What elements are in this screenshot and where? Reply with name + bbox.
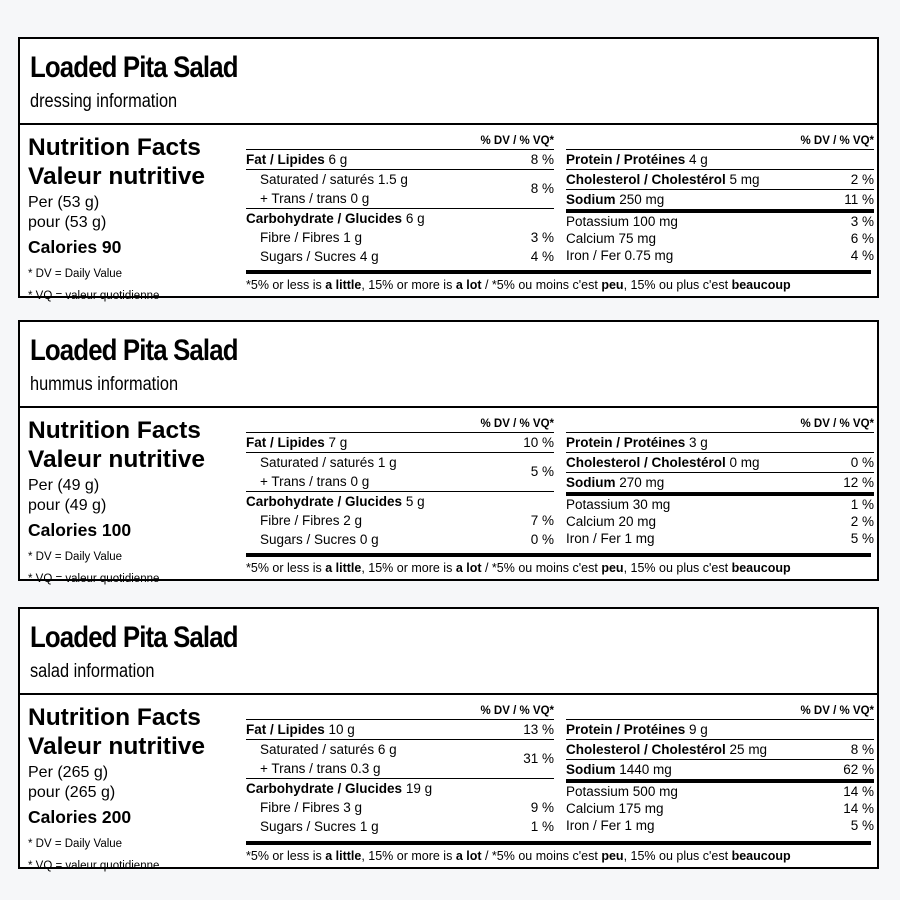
nutrition-facts-heading-block: [28, 416, 248, 585]
sodium-dv: 62 %: [843, 762, 874, 777]
vq-note: * VQ = valeur quotidienne: [28, 573, 160, 585]
calcium-row: Calcium 20 mg 2 %: [566, 514, 874, 529]
nutrition-facts-heading-block: [28, 133, 248, 302]
fibre-dv: 7 %: [530, 513, 554, 528]
fat-row: [246, 150, 554, 170]
fibre-row: Fibre / Fibres 3 g 9 %: [260, 800, 554, 815]
fat-value: 6 g: [328, 152, 348, 167]
cholesterol-dv: 2 %: [850, 172, 874, 187]
iron-dv: 5 %: [850, 531, 874, 546]
label-header: [20, 39, 877, 125]
calories: Calories 200: [28, 807, 132, 827]
protein-label: Protein / Protéines: [566, 435, 686, 450]
carb-label: Carbohydrate / Glucides: [246, 494, 403, 509]
calcium-row: Calcium 75 mg 6 %: [566, 231, 874, 246]
dv-footnote: *5% or less is a little, 15% or more is a lot / *5% ou moins c'est peu, 15% ou plus c'est beaucoup: [246, 553, 871, 577]
trans-line: + Trans / trans 0 g: [260, 474, 370, 489]
sodium-dv: 12 %: [843, 475, 874, 490]
protein-row: [566, 720, 874, 740]
serving-size: Per (49 g): [28, 477, 100, 494]
nutrition-label-salad: [18, 607, 879, 872]
title-en: Nutrition Facts: [28, 134, 201, 161]
sugars-dv: 4 %: [530, 249, 554, 264]
trans-line: + Trans / trans 0 g: [260, 191, 370, 206]
nutrition-label-hummus: [18, 320, 879, 585]
saturated-line: Saturated / saturés 6 g: [260, 742, 397, 757]
calories: Calories 100: [28, 520, 132, 540]
fibre-dv: 9 %: [530, 800, 554, 815]
serving-size-fr: pour (53 g): [28, 214, 107, 231]
carb-label: Carbohydrate / Glucides: [246, 781, 403, 796]
dv-header: % DV / % VQ*: [246, 418, 554, 433]
sugars-dv: 0 %: [530, 532, 554, 547]
protein-label: Protein / Protéines: [566, 722, 686, 737]
nutrient-column-left: [246, 135, 554, 266]
iron-row: Iron / Fer 1 mg 5 %: [566, 818, 874, 833]
trans-line: + Trans / trans 0.3 g: [260, 761, 381, 776]
saturated-trans-row: [246, 170, 554, 209]
dv-note: * DV = Daily Value: [28, 838, 123, 850]
iron-dv: 5 %: [850, 818, 874, 833]
calcium-dv: 14 %: [843, 801, 874, 816]
product-subtitle: hummus information: [30, 374, 179, 395]
nutrition-label-dressing: [18, 37, 879, 302]
calcium-row: Calcium 175 mg 14 %: [566, 801, 874, 816]
title-fr: Valeur nutritive: [28, 733, 206, 760]
label-header: [20, 609, 877, 695]
sugars-row: Sugars / Sucres 1 g 1 %: [260, 819, 554, 834]
saturated-dv: 8 %: [530, 181, 554, 196]
carb-row: [246, 779, 554, 798]
calories: Calories 90: [28, 237, 122, 257]
fibre-row: Fibre / Fibres 2 g 7 %: [260, 513, 554, 528]
fat-value: 10 g: [328, 722, 355, 737]
nutrient-column-right: [566, 418, 874, 547]
fat-label: Fat / Lipides: [246, 722, 325, 737]
nutrient-column-right: [566, 135, 874, 264]
fat-dv: 13 %: [523, 722, 554, 737]
cholesterol-dv: 0 %: [850, 455, 874, 470]
fibre-dv: 3 %: [530, 230, 554, 245]
vq-note: * VQ = valeur quotidienne: [28, 290, 160, 302]
saturated-trans-row: [246, 453, 554, 492]
saturated-line: Saturated / saturés 1 g: [260, 455, 397, 470]
title-fr: Valeur nutritive: [28, 446, 206, 473]
serving-size: Per (53 g): [28, 194, 100, 211]
saturated-dv: 5 %: [530, 464, 554, 479]
sugars-dv: 1 %: [530, 819, 554, 834]
serving-size-fr: pour (265 g): [28, 784, 116, 801]
dv-footnote: *5% or less is a little, 15% or more is a lot / *5% ou moins c'est peu, 15% ou plus c'est beaucoup: [246, 270, 871, 294]
title-en: Nutrition Facts: [28, 704, 201, 731]
carb-row: [246, 209, 554, 228]
cholesterol-dv: 8 %: [850, 742, 874, 757]
potassium-dv: 3 %: [850, 214, 874, 229]
serving-size: Per (265 g): [28, 764, 109, 781]
iron-dv: 4 %: [850, 248, 874, 263]
product-subtitle: dressing information: [30, 91, 178, 112]
carb-label: Carbohydrate / Glucides: [246, 211, 403, 226]
product-name: Loaded Pita Salad: [30, 334, 238, 367]
vq-note: * VQ = valeur quotidienne: [28, 860, 160, 872]
iron-row: Iron / Fer 1 mg 5 %: [566, 531, 874, 546]
potassium-row: Potassium 30 mg 1 %: [566, 497, 874, 512]
dv-header: % DV / % VQ*: [246, 705, 554, 720]
potassium-dv: 1 %: [850, 497, 874, 512]
nutrient-column-left: [246, 418, 554, 549]
nutrient-column-right: [566, 705, 874, 834]
sodium-dv: 11 %: [844, 192, 874, 207]
protein-value: 9 g: [689, 722, 708, 737]
potassium-dv: 14 %: [843, 784, 874, 799]
fat-dv: 8 %: [530, 152, 554, 167]
iron-row: Iron / Fer 0.75 mg 4 %: [566, 248, 874, 263]
protein-label: Protein / Protéines: [566, 152, 686, 167]
carb-value: 5 g: [405, 494, 425, 509]
saturated-dv: 31 %: [523, 751, 554, 766]
fat-label: Fat / Lipides: [246, 435, 325, 450]
title-en: Nutrition Facts: [28, 417, 201, 444]
sugars-row: Sugars / Sucres 4 g 4 %: [260, 249, 554, 264]
label-header: [20, 322, 877, 408]
calcium-dv: 2 %: [850, 514, 874, 529]
carb-value: 6 g: [405, 211, 425, 226]
carb-value: 19 g: [405, 781, 433, 796]
protein-row: [566, 433, 874, 453]
protein-row: [566, 150, 874, 170]
calcium-dv: 6 %: [850, 231, 874, 246]
potassium-row: Potassium 500 mg 14 %: [566, 784, 874, 799]
saturated-trans-row: [246, 740, 554, 779]
sodium-row: Sodium 270 mg 12 %: [566, 473, 874, 496]
dv-note: * DV = Daily Value: [28, 268, 123, 280]
protein-value: 3 g: [689, 435, 708, 450]
product-name: Loaded Pita Salad: [30, 51, 238, 84]
dv-header: % DV / % VQ*: [246, 135, 554, 150]
fat-dv: 10 %: [523, 435, 554, 450]
dv-header: % DV / % VQ*: [566, 418, 874, 433]
sodium-row: Sodium 250 mg 11 %: [566, 190, 874, 213]
fibre-row: Fibre / Fibres 1 g 3 %: [260, 230, 554, 245]
title-fr: Valeur nutritive: [28, 163, 206, 190]
serving-size-fr: pour (49 g): [28, 497, 107, 514]
cholesterol-row: Cholesterol / Cholestérol 25 mg 8 %: [566, 740, 874, 760]
nutrient-column-left: [246, 705, 554, 836]
product-name: Loaded Pita Salad: [30, 621, 238, 654]
nutrition-facts-heading-block: [28, 703, 248, 872]
dv-header: % DV / % VQ*: [566, 705, 874, 720]
carb-row: [246, 492, 554, 511]
cholesterol-row: Cholesterol / Cholestérol 5 mg 2 %: [566, 170, 874, 190]
fat-row: [246, 433, 554, 453]
sugars-row: Sugars / Sucres 0 g 0 %: [260, 532, 554, 547]
potassium-row: Potassium 100 mg 3 %: [566, 214, 874, 229]
fat-value: 7 g: [328, 435, 348, 450]
fat-label: Fat / Lipides: [246, 152, 325, 167]
product-subtitle: salad information: [30, 661, 155, 682]
dv-footnote: *5% or less is a little, 15% or more is a lot / *5% ou moins c'est peu, 15% ou plus c'est beaucoup: [246, 841, 871, 865]
protein-value: 4 g: [689, 152, 708, 167]
dv-header: % DV / % VQ*: [566, 135, 874, 150]
sodium-row: Sodium 1440 mg 62 %: [566, 760, 874, 783]
fat-row: [246, 720, 554, 740]
cholesterol-row: Cholesterol / Cholestérol 0 mg 0 %: [566, 453, 874, 473]
dv-note: * DV = Daily Value: [28, 551, 123, 563]
saturated-line: Saturated / saturés 1.5 g: [260, 172, 408, 187]
